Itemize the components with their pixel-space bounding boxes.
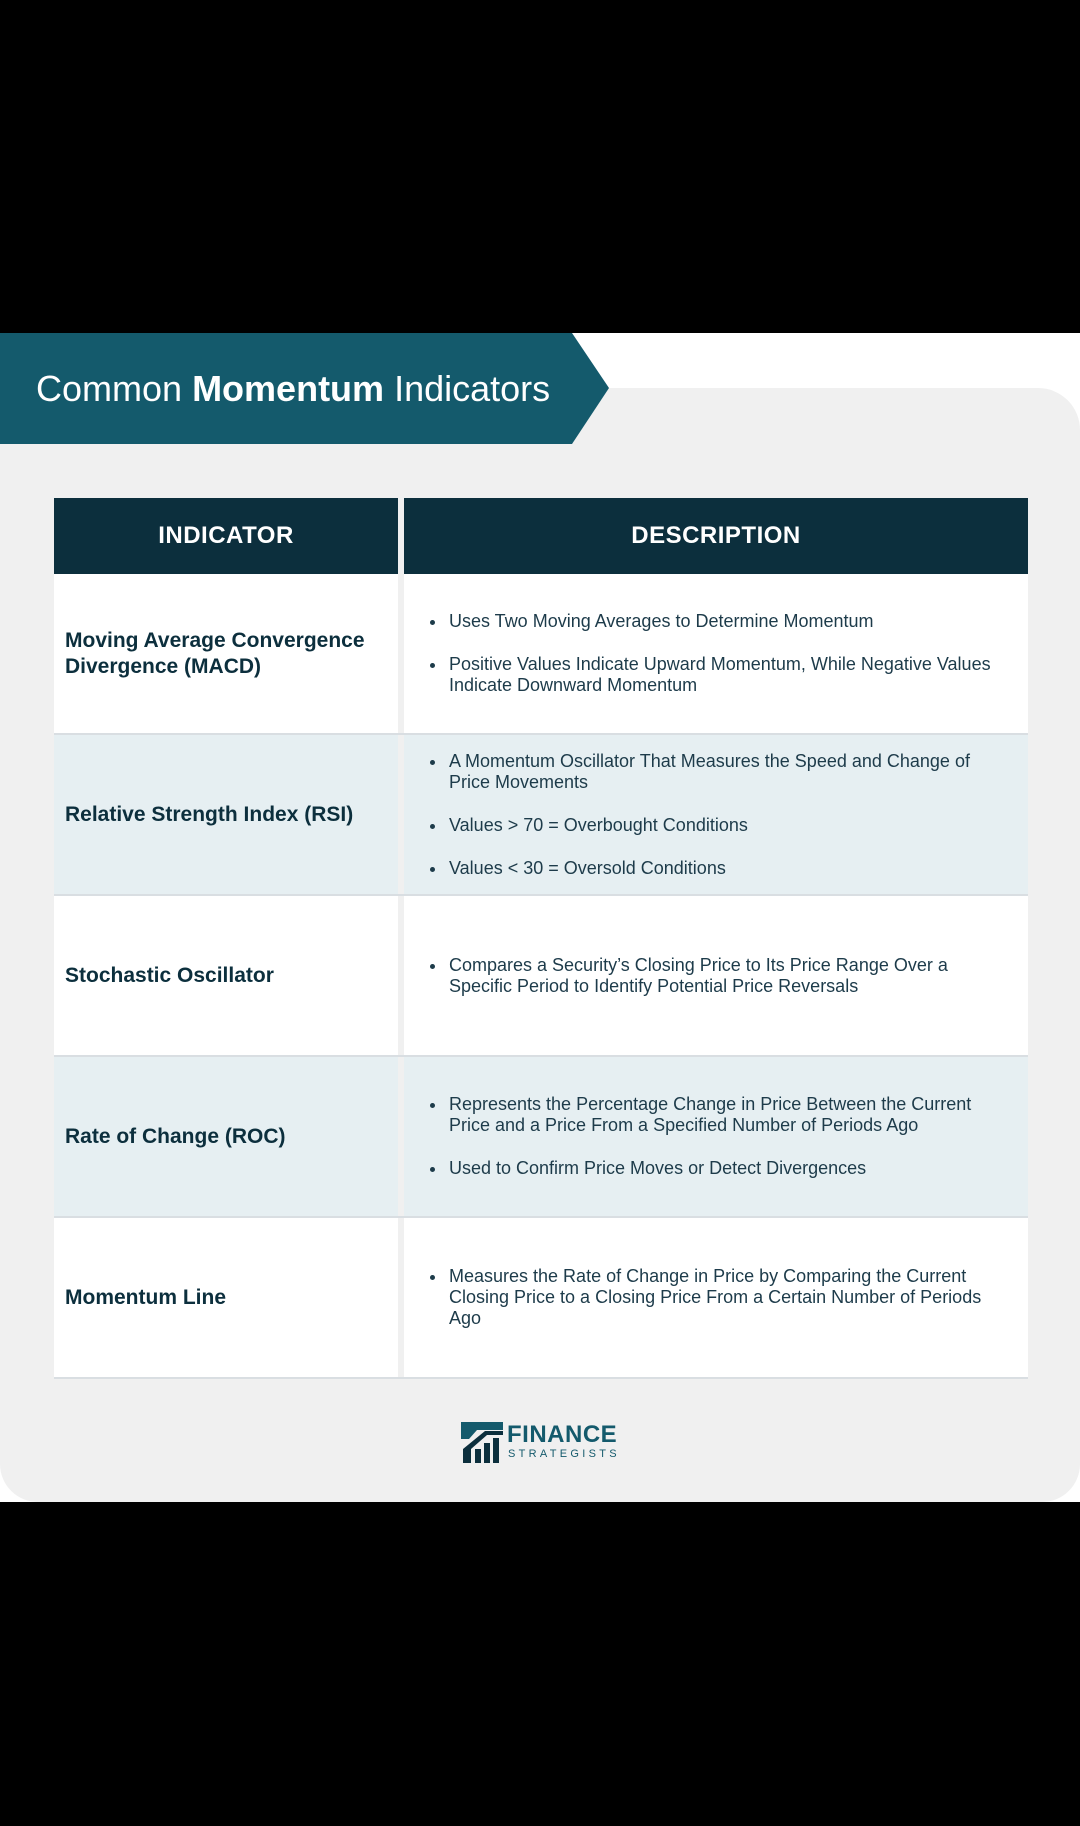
title-suffix: Indicators bbox=[394, 368, 551, 409]
description-bullet: Represents the Percentage Change in Price Between the Current Price and a Price From a Specified Number of Periods Ago bbox=[428, 1094, 1014, 1136]
description-cell bbox=[404, 735, 1028, 894]
indicator-name: Momentum Line bbox=[54, 1218, 398, 1377]
description-cell bbox=[404, 1218, 1028, 1377]
table-row bbox=[54, 1057, 1028, 1218]
description-cell bbox=[404, 574, 1028, 733]
logo-text-finance: FINANCE bbox=[507, 1421, 618, 1448]
description-bullet: Values < 30 = Oversold Conditions bbox=[428, 858, 1014, 879]
page-title bbox=[36, 333, 550, 444]
header-description: DESCRIPTION bbox=[404, 498, 1028, 574]
description-cell bbox=[404, 1057, 1028, 1216]
title-bold-word: Momentum bbox=[192, 368, 385, 409]
description-list bbox=[428, 1266, 1014, 1329]
description-list bbox=[428, 1094, 1014, 1179]
indicator-name: Moving Average Convergence Divergence (MACD) bbox=[54, 574, 398, 733]
description-list bbox=[428, 955, 1014, 997]
logo-mark-icon bbox=[459, 1419, 505, 1465]
title-prefix: Common bbox=[36, 368, 183, 409]
indicator-name: Relative Strength Index (RSI) bbox=[54, 735, 398, 894]
table-row bbox=[54, 735, 1028, 896]
indicator-name: Rate of Change (ROC) bbox=[54, 1057, 398, 1216]
description-bullet: Measures the Rate of Change in Price by Comparing the Current Closing Price to a Closing Price From a Certain Number of Periods Ago bbox=[428, 1266, 1014, 1329]
description-bullet: Used to Confirm Price Moves or Detect Divergences bbox=[428, 1158, 1014, 1179]
indicators-table bbox=[54, 498, 1028, 1379]
table-row bbox=[54, 574, 1028, 735]
table-row bbox=[54, 896, 1028, 1057]
header-indicator: INDICATOR bbox=[54, 498, 398, 574]
logo-text-strategists: STRATEGISTS bbox=[508, 1448, 620, 1460]
description-cell bbox=[404, 896, 1028, 1055]
description-list bbox=[428, 611, 1014, 696]
table-header-row bbox=[54, 498, 1028, 574]
table-row bbox=[54, 1218, 1028, 1379]
description-bullet: Values > 70 = Overbought Conditions bbox=[428, 815, 1014, 836]
description-bullet: Uses Two Moving Averages to Determine Momentum bbox=[428, 611, 1014, 632]
finance-strategists-logo bbox=[459, 1418, 625, 1466]
indicator-name: Stochastic Oscillator bbox=[54, 896, 398, 1055]
description-bullet: Positive Values Indicate Upward Momentum, While Negative Values Indicate Downward Momentum bbox=[428, 654, 1014, 696]
description-bullet: A Momentum Oscillator That Measures the Speed and Change of Price Movements bbox=[428, 751, 1014, 793]
description-list bbox=[428, 751, 1014, 879]
description-bullet: Compares a Security’s Closing Price to Its Price Range Over a Specific Period to Identify Potential Price Reversals bbox=[428, 955, 1014, 997]
